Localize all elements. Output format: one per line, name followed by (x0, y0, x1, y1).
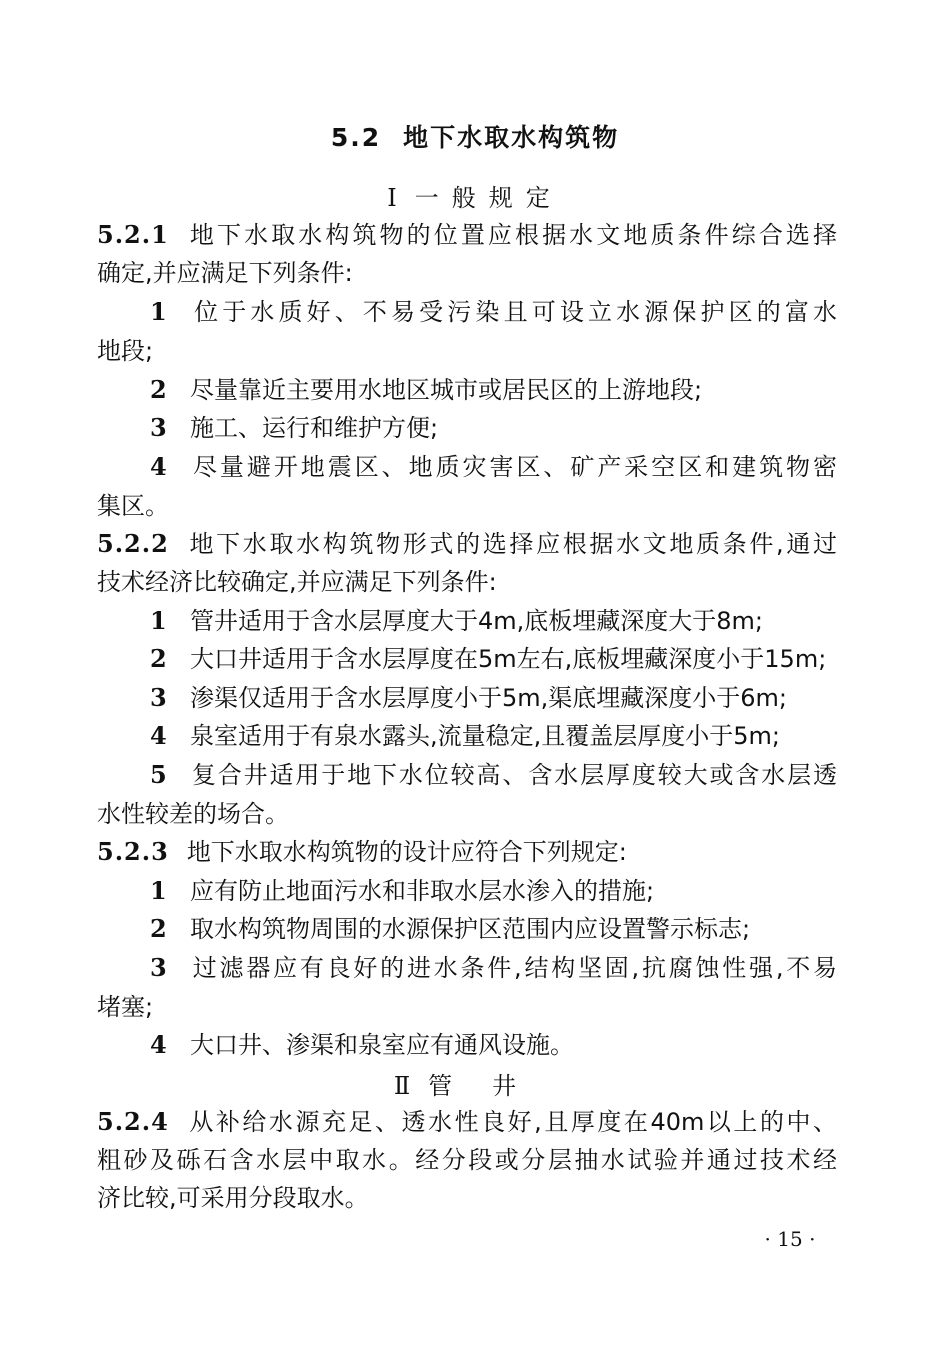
clause-number: 5.2.4 (97, 1107, 169, 1136)
item-text: 施工、运行和维护方便; (190, 414, 439, 442)
item-number: 1 (150, 297, 167, 326)
clause-text: 地下水取水构筑物的设计应符合下列规定: (186, 838, 627, 866)
item-text-continued: 堵塞; (97, 993, 154, 1021)
item-number: 1 (150, 606, 167, 635)
clause-5-2-1 (97, 218, 837, 252)
item-number: 3 (150, 413, 167, 442)
clause-text: 地下水取水构筑物形式的选择应根据水文地质条件,通过 (186, 530, 837, 558)
list-item (150, 604, 837, 638)
clause-text-continued: 济比较,可采用分段取水。 (97, 1184, 369, 1212)
item-text-continued: 水性较差的场合。 (97, 800, 289, 828)
clause-5-2-2 (97, 527, 837, 561)
item-text: 大口井、渗渠和泉室应有通风设施。 (190, 1031, 574, 1059)
item-number: 2 (150, 914, 167, 943)
list-item (150, 681, 837, 715)
subheading-general (0, 178, 950, 213)
item-text: 泉室适用于有泉水露头,流量稳定,且覆盖层厚度小于5m; (190, 722, 780, 750)
item-text: 渗渠仅适用于含水层厚度小于5m,渠底埋藏深度小于6m; (190, 684, 788, 712)
list-item (150, 719, 837, 753)
clause-number: 5.2.3 (97, 837, 169, 866)
subheading-text: 管井 (428, 1072, 557, 1100)
page-number: · 15 · (764, 1227, 816, 1251)
item-text: 应有防止地面污水和非取水层水渗入的措施; (190, 877, 655, 905)
section-number: 5.2 (330, 123, 382, 152)
item-text: 位于水质好、不易受污染且可设立水源保护区的富水 (190, 298, 837, 326)
list-item (150, 1028, 837, 1062)
item-text: 取水构筑物周围的水源保护区范围内应设置警示标志; (190, 915, 751, 943)
clause-number: 5.2.1 (97, 220, 169, 249)
item-number: 4 (150, 721, 167, 750)
subheading-roman: Ⅰ (387, 184, 397, 212)
list-item (150, 951, 837, 985)
section-title-text: 地下水取水构筑物 (403, 123, 620, 152)
item-number: 2 (150, 644, 167, 673)
list-item (150, 912, 837, 946)
item-text-continued: 集区。 (97, 492, 169, 520)
clause-text: 从补给水源充足、透水性良好,且厚度在40m以上的中、 (186, 1108, 837, 1136)
list-item (150, 642, 837, 676)
clause-text-continued: 粗砂及砾石含水层中取水。经分段或分层抽水试验并通过技术经 (97, 1146, 837, 1174)
list-item (150, 373, 837, 407)
subheading-tube-well (0, 1066, 950, 1101)
clause-text-continued: 确定,并应满足下列条件: (97, 259, 353, 287)
item-text: 尽量靠近主要用水地区城市或居民区的上游地段; (190, 376, 703, 404)
item-text: 管井适用于含水层厚度大于4m,底板埋藏深度大于8m; (190, 607, 764, 635)
item-text: 过滤器应有良好的进水条件,结构坚固,抗腐蚀性强,不易 (190, 954, 837, 982)
subheading-roman: Ⅱ (393, 1072, 411, 1100)
list-item (150, 411, 837, 445)
item-number: 5 (150, 760, 167, 789)
item-text-continued: 地段; (97, 337, 154, 365)
item-number: 3 (150, 683, 167, 712)
section-title (0, 118, 950, 154)
clause-5-2-4 (97, 1105, 837, 1139)
item-number: 4 (150, 1030, 167, 1059)
item-text: 尽量避开地震区、地质灾害区、矿产采空区和建筑物密 (190, 453, 837, 481)
item-text: 复合井适用于地下水位较高、含水层厚度较大或含水层透 (190, 761, 837, 789)
list-item (150, 758, 837, 792)
clause-text: 地下水取水构筑物的位置应根据水文地质条件综合选择 (186, 221, 837, 249)
list-item (150, 874, 837, 908)
item-number: 1 (150, 876, 167, 905)
clause-number: 5.2.2 (97, 529, 169, 558)
item-number: 3 (150, 953, 167, 982)
clause-5-2-3 (97, 835, 837, 869)
item-number: 2 (150, 375, 167, 404)
item-text: 大口井适用于含水层厚度在5m左右,底板埋藏深度小于15m; (190, 645, 827, 673)
item-number: 4 (150, 452, 167, 481)
list-item (150, 295, 837, 329)
subheading-text: 一般规定 (414, 184, 563, 212)
clause-text-continued: 技术经济比较确定,并应满足下列条件: (97, 568, 497, 596)
list-item (150, 450, 837, 484)
